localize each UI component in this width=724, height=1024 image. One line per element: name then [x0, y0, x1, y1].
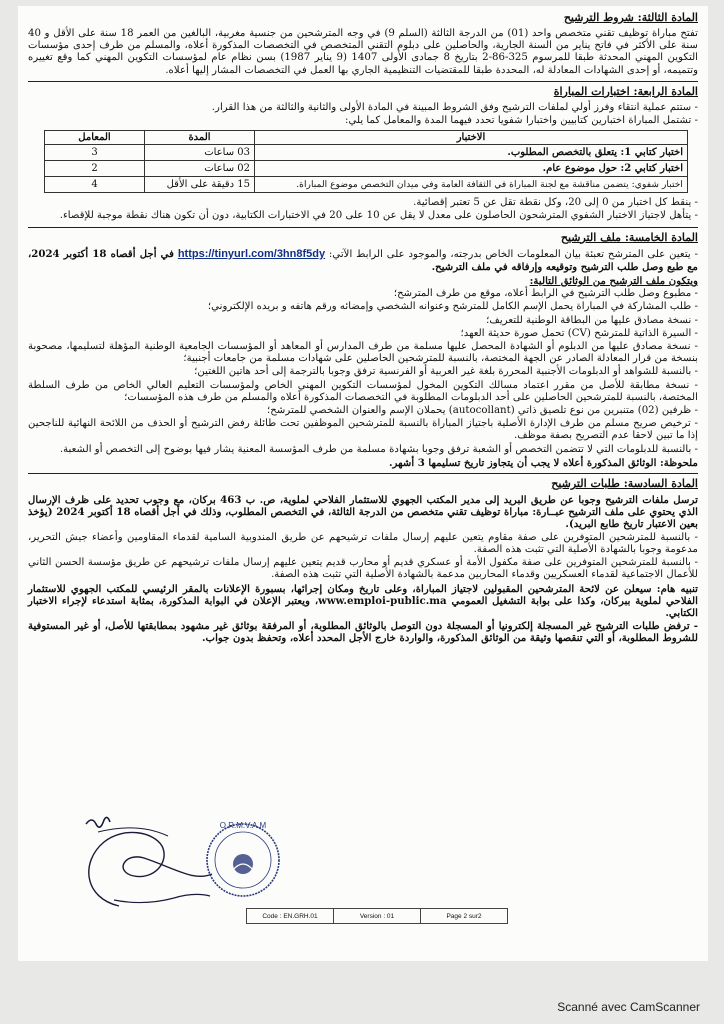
document-body — [28, 8, 698, 646]
list-item: - السيرة الذاتية للمترشح (CV) تحمل صورة حديثة العهد؛ — [460, 327, 698, 339]
section-4-item: - ستتم عملية انتقاء وفرز أولي لملفات الترشيح وفق الشروط المبينة في المادة الأولى والثانية والثالثة من هذا القرار. — [211, 101, 698, 113]
section-3-text: تفتح مباراة توظيف تقني متخصص واحد (01) من الدرجة الثالثة (السلم 9) في وجه المترشحين من جنسية مغربية، البالغين من العمر 18 سنة على الأقل و 40 سنة على الأكثر في فاتح يناير من السنة الجارية، والحاصلين على دبلوم التقني المتخصص في التخصصات المذكورة أعلاه، والمسلم من طرف إحدى مؤسسات التكوين المهني المحدثة طبقا للمرسوم 325-86-2 بتاريخ 8 جمادى الأولى 1407 (9 يناير 1987) بسن نظام عام لمؤسسات التكوين المهني كما وقع تغييره وتتميمه، أو إحدى الشهادات المعادلة له، المحددة طبقا للمقتضيات التنظيمية الجاري بها العمل في التخصصات المشار إليها أعلاه. — [28, 28, 699, 76]
list-item: - مطبوع وصل طلب الترشيح في الرابط أعلاه، موقع من طرف المترشح؛ — [393, 288, 698, 300]
section-6-title: المادة السادسة: طلبات الترشيح — [551, 477, 698, 491]
documents-list — [28, 288, 698, 442]
rejection-note: - ترفض طلبات الترشيح غير المسجلة إلكترونيا أو المسجلة دون التوصل بالوثائق المطلوبة، أو المرفقة بوثائق غير مشهود بمطابقتها للأصل، أو غير المستوفية للشروط المطلوبة، أو التي تنقصها وثيقة من الوثائق المذكورة، والواردة خارج الأجل المحدد أعلاه، وتحفظ بدون جواب. — [28, 620, 698, 645]
exam-name: اختبار شفوي: يتضمن مناقشة مع لجنة المباراة في الثقافة العامة وفي ميدان التخصص موضوع المباراة. — [255, 177, 688, 193]
exam-coefficient: 2 — [45, 161, 145, 177]
exam-name: اختبار كتابي 1: يتعلق بالتخصص المطلوب. — [255, 145, 688, 161]
exam-name: اختبار كتابي 2: حول موضوع عام. — [255, 161, 688, 177]
document-footer — [246, 908, 508, 924]
list-item: - نسخة مطابقة للأصل من مقرر اعتماد مسالك التكوين المخول لمؤسسات التكوين المهني الخاص ولمؤسسات التعليم العالي الخاص من طرف السلطة المختصة، بالنسبة للمترشحين الحاصلين على أحد الدبلومات المطلوبة في التخصصات المذكورة أعلاه والمسلم من طرف هذه المؤسسات؛ — [28, 379, 698, 403]
registration-link[interactable]: https://tinyurl.com/3hn8f5dy — [177, 247, 326, 260]
section-6-item: - بالنسبة للمترشحين المتوفرين على صفة مقاوم يتعين عليهم إرسال ملفات ترشيحهم عن طريق المندوبية السامية لقدماء المقاومين وأعضاء جيش التحرير، مدعومة وجوبا بالشهادة الأصلية التي تثبت هذه الصفة. — [28, 531, 698, 555]
section-6-text: ترسل ملفات الترشيح وجوبا عن طريق البريد إلى مدير المكتب الجهوي للاستثمار الفلاحي لملوية، ص. ب 463 بركان، مع وجوب تحديد على ظرف الإرسال الذي يحتوي على ملف الترشيح عبــارة: مباراة توظيف تقني متخصص من الدرجة الثالثة، في التخصص المطلوب، وذلك في أجل أقصاه 18 أكتوبر 2024 (يؤخذ بعين الاعتبار تاريخ طابع البريد). — [28, 494, 698, 531]
exam-coefficient: 3 — [45, 145, 145, 161]
table-row — [45, 145, 688, 161]
list-item: - ظرفين (02) متنبرين من نوع تلصيق ذاتي (autocollant) يحملان الإسم والعنوان الشخصي للمترشح؛ — [267, 405, 698, 417]
diploma-note: - بالنسبة للدبلومات التي لا تتضمن التخصص أو الشعبة ترفق وجوبا بشهادة مسلمة من طرف المؤسسة المعنية يشار فيها بوضوح إلى التخصص أو الشعبة. — [59, 443, 698, 455]
divider — [28, 227, 698, 228]
validity-note: ملحوظة: الوثائق المذكورة أعلاه لا يجب أن يتجاوز تاريخ تسليمها 3 أشهر. — [389, 456, 698, 469]
section-5-subtitle: ويتكون ملف الترشيح من الوثائق التالية: — [529, 275, 698, 288]
exams-table — [44, 130, 688, 193]
divider — [28, 473, 698, 474]
important-notice: تنبيه هام: سيعلن عن لائحة المترشحين المقبولين لاجتياز المباراة، وعلى تاريخ ومكان إجرائها، بسبورة الإعلانات بالمقر الرئيسي للمكتب الجهوي للاستثمار الفلاحي لملوية ببركان، وكذا على بوابة التشغيل العمومي www.emploi-public.ma، ويعتبر الإعلان في البوابة المذكورة، بمثابة استدعاء لإجراء الاختبار الكتابي. — [28, 582, 698, 619]
footer-page: Page 2 sur2 — [420, 909, 507, 923]
scanner-watermark: Scanné avec CamScanner — [557, 1000, 700, 1014]
document-page — [18, 6, 708, 961]
section-6-item: - بالنسبة للمترشحين المتوفرين على صفة مكفول الأمة أو عسكري قديم أو محارب قديم يتعين عليهم إرسال ملفات ترشيحهم عن طريق مؤسسة الحسن الثاني للأعمال الاجتماعية لقدماء العسكريين وقدماء المحاربين مدعمة بالشهادة الأصلية التي تثبت هذه الصفة. — [28, 557, 698, 581]
footer-code: Code : EN.GRH.01 — [262, 912, 318, 920]
list-item: - نسخة مصادق عليها من الدبلوم أو الشهادة المحصل عليها مسلمة من طرف المدارس أو المعاهد أو المؤسسات الجامعية الوطنية المؤهلة لتسليمها، مصحوبة بنسخة من قرار المعادلة الصادر عن الجهة المختصة، بالنسبة للمترشحين الحاصلين على شهادات مسلمة من جامعات أجنبية؛ — [28, 341, 698, 365]
exams-header-coefficient: المعامل — [45, 131, 145, 145]
table-row — [45, 177, 688, 193]
exams-header-test: الاختبار — [255, 131, 688, 145]
exams-header-duration: المدة — [145, 131, 255, 145]
section-3-title: المادة الثالثة: شروط الترشيح — [563, 11, 698, 24]
section-4-item: - تشتمل المباراة اختبارين كتابيين واختبارا شفويا تحدد فيهما المدة والمعامل كما يلي: — [345, 115, 698, 127]
institution-stamp — [198, 812, 288, 908]
list-item: - بالنسبة للشواهد أو الدبلومات الأجنبية المحررة بلغة غير العربية أو الفرنسية ترفق وجوبا بالترجمة إلى أحد هاتين اللغتين؛ — [194, 366, 698, 378]
section-5-title: المادة الخامسة: ملف الترشيح — [560, 230, 698, 244]
footer-version: Version : 01 — [333, 909, 420, 923]
list-item: - طلب المشاركة في المباراة يحمل الإسم الكامل للمترشح وعنوانه الشخصي وإمضائه ورقم هاتفه و بريده الإلكتروني؛ — [207, 301, 698, 313]
list-item: - نسخة مصادق عليها من البطاقة الوطنية للتعريف؛ — [486, 314, 698, 326]
table-row — [45, 161, 688, 177]
divider — [28, 81, 698, 82]
section-4-title: المادة الرابعة: اختبارات المباراة — [553, 84, 698, 98]
exam-duration: 03 ساعات — [145, 145, 255, 161]
stamp-label: O.R.M.V.A.M — [219, 821, 267, 830]
section-4-item: - يتأهل لاجتياز الاختبار الشفوي المترشحون الحاصلون على معدل لا يقل عن 10 على 20 في الاختبارات الكتابية، دون أن تكون هناك نقطة موجبة للإقصاء. — [59, 210, 698, 222]
exam-duration: 02 ساعات — [145, 161, 255, 177]
section-5-intro: - يتعين على المترشح تعبئة بيان المعلومات الخاص بدرجته، والموجود على الرابط الآتي: https://tinyurl.com/3hn8f5dy في أجل أقصاه 18 أكتوبر 2024، مع طبع وصل طلب الترشيح وتوقيعه وإرفاقه في ملف الترشيح. — [28, 247, 698, 273]
exam-duration: 15 دقيقة على الأقل — [145, 177, 255, 193]
section-4-item: - ينقط كل اختبار من 0 إلى 20، وكل نقطة تقل عن 5 تعتبر إقصائية. — [413, 197, 698, 209]
list-item: - ترخيص صريح مسلم من طرف الإدارة الأصلية باجتياز المباراة بالنسبة للمترشحين الموظفين تحت طائلة رفض الترشيح أو الحذف من اللائحة النهائية للناجحين إذا ما تبين لاحقا عدم التصريح بصفة موظف. — [28, 418, 698, 442]
exam-coefficient: 4 — [45, 177, 145, 193]
